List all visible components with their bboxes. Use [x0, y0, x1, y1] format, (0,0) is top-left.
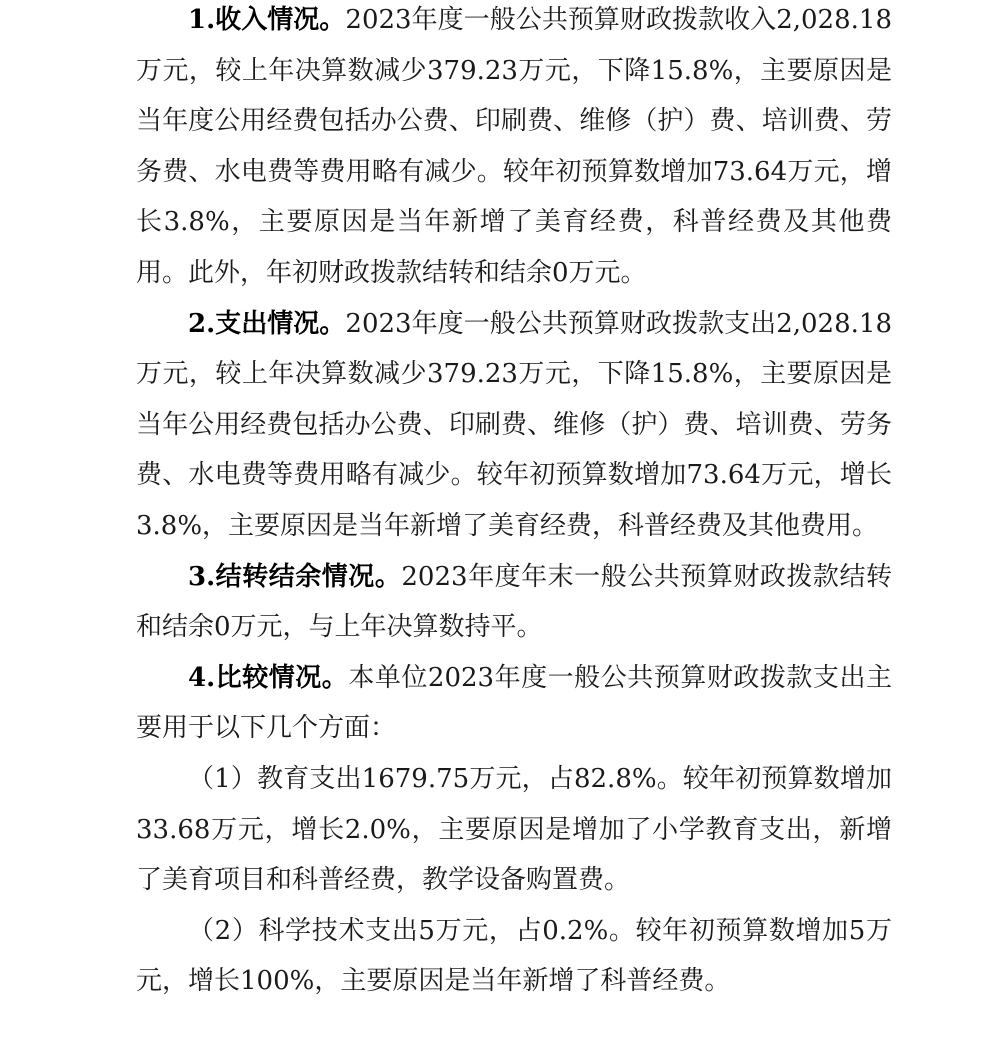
education-expenditure-text: （1）教育支出1679.75万元，占82.8%。较年初预算数增加33.68万元，增长2.0%，主要原因是增加了小学教育支出，新增了美育项目和科普经费，教学设备购置费。 [136, 763, 892, 896]
carryover-heading: 3.结转结余情况。 [188, 561, 402, 592]
carryover-text: 2023年度年末一般公共预算财政拨款结转和结余0万元，与上年决算数持平。 [136, 561, 892, 643]
comparison-text: 本单位2023年度一般公共预算财政拨款支出主要用于以下几个方面： [136, 662, 892, 744]
income-text: 2023年度一般公共预算财政拨款收入2,028.18万元，较上年决算数减少379.23万元，下降15.8%，主要原因是当年度公用经费包括办公费、印刷费、维修（护）费、培训费、劳务费、水电费等费用略有减少。较年初预算数增加73.64万元，增长3.8%，主要原因是当年新增了美育经费，科普经费及其他费用。此外，年初财政拨款结转和结余0万元。 [136, 5, 892, 288]
expenditure-paragraph [136, 299, 892, 552]
income-heading: 1.收入情况。 [188, 5, 346, 35]
expenditure-heading: 2.支出情况。 [188, 308, 346, 339]
income-paragraph [136, 0, 892, 299]
document-body [136, 0, 892, 1007]
science-expenditure-text: （2）科学技术支出5万元，占0.2%。较年初预算数增加5万元，增长100%，主要原因是当年新增了科普经费。 [136, 915, 892, 997]
comparison-heading: 4.比较情况。 [188, 662, 349, 693]
expenditure-text: 2023年度一般公共预算财政拨款支出2,028.18万元，较上年决算数减少379.23万元，下降15.8%，主要原因是当年公用经费包括办公费、印刷费、维修（护）费、培训费、劳务费、水电费等费用略有减少。较年初预算数增加73.64万元，增长3.8%，主要原因是当年新增了美育经费，科普经费及其他费用。 [136, 308, 892, 541]
education-expenditure-item [136, 754, 892, 906]
carryover-paragraph [136, 552, 892, 653]
science-expenditure-item [136, 906, 892, 1007]
comparison-paragraph [136, 653, 892, 754]
